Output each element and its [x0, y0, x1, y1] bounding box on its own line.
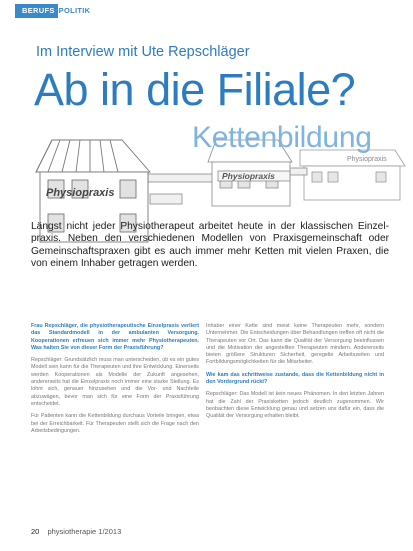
section-tag-primary: BERUFS [15, 4, 58, 18]
subhead: Kettenbildung [192, 121, 372, 154]
interview-answer: Repschläger: Das Modell ist kein neues Phänomen. In den letzten Jahren hat die Zahl der Praxisketten jedoch deutlich zugenommen. Wir beobachten diese Entwicklung genau und setzen uns dafür ein, dass die Qualität der Versorgung erhalten bleibt. [206, 391, 384, 420]
sign-middle: Physiopraxis [222, 171, 275, 181]
sign-front: Physiopraxis [46, 187, 115, 199]
magazine-name: physiotherapie 1/2013 [47, 527, 122, 536]
interview-answer: Für Patienten kann die Kettenbildung durchaus Vorteile bringen, etwa bei der Erreichbarkeit. Für Therapeuten stellt sich die Frage nach den Arbeitsbedingungen. [31, 413, 199, 434]
intro-paragraph: Längst nicht jeder Physiotherapeut arbeitet heute in der klassischen Einzelpraxis. Neben den verschiedenen Modellen von Praxisgemeinschaft oder Gemeinschaftspraxen gibt es auch immer mehr Ketten mit vielen Praxen, die von einem Inhaber getragen werden. [31, 221, 389, 270]
kicker: Im Interview mit Ute Repschläger [36, 44, 250, 60]
section-tag-secondary: POLITIK [58, 6, 91, 15]
page-footer [31, 527, 121, 536]
interview-question: Frau Repschläger, die physiotherapeutische Einzelpraxis verliert das Standardmodell in der ambulanten Versorgung. Kooperationen erfreuen sich immer mehr Physiotherapeuten. Was halten Sie von dieser Form der Praxisführung? [31, 323, 199, 351]
headline: Ab in die Filiale? [34, 64, 356, 115]
left-column [31, 323, 199, 440]
page-number: 20 [31, 527, 40, 536]
section-tag [15, 4, 93, 18]
interview-question: Wie kam das schrittweise zustande, dass die Kettenbildung nicht in den Vordergrund rückt? [206, 371, 384, 386]
sign-back: Physiopraxis [347, 156, 387, 163]
interview-answer: Repschläger: Grundsätzlich muss man unterscheiden, ob es ein gutes Modell sein kann für die Therapeuten und ihre Entwicklung. Einerseits werden Kooperationen als Modelle der Zukunft angesehen, andererseits hat die Einzelpraxis noch immer eine starke Stellung. Es lohnt sich, genauer hinzusehen und die Vor- und Nachteile abzuwägen, bevor man sich für eine Form der Praxisführung entscheidet. [31, 357, 199, 407]
right-column [206, 323, 384, 426]
interview-answer: Inhaber einer Kette sind meist keine Therapeuten mehr, sondern Unternehmer. Die Entscheidungen über Behandlungen treffen oft nicht die Therapeuten vor Ort. Das kann die Qualität der Versorgung beeinflussen und die Motivation der angestellten Therapeuten mindern. Andererseits bieten größere Strukturen Sicherheit, geregelte Arbeitszeiten und Fortbildungsmöglichkeiten für die Mitarbeiter. [206, 323, 384, 366]
